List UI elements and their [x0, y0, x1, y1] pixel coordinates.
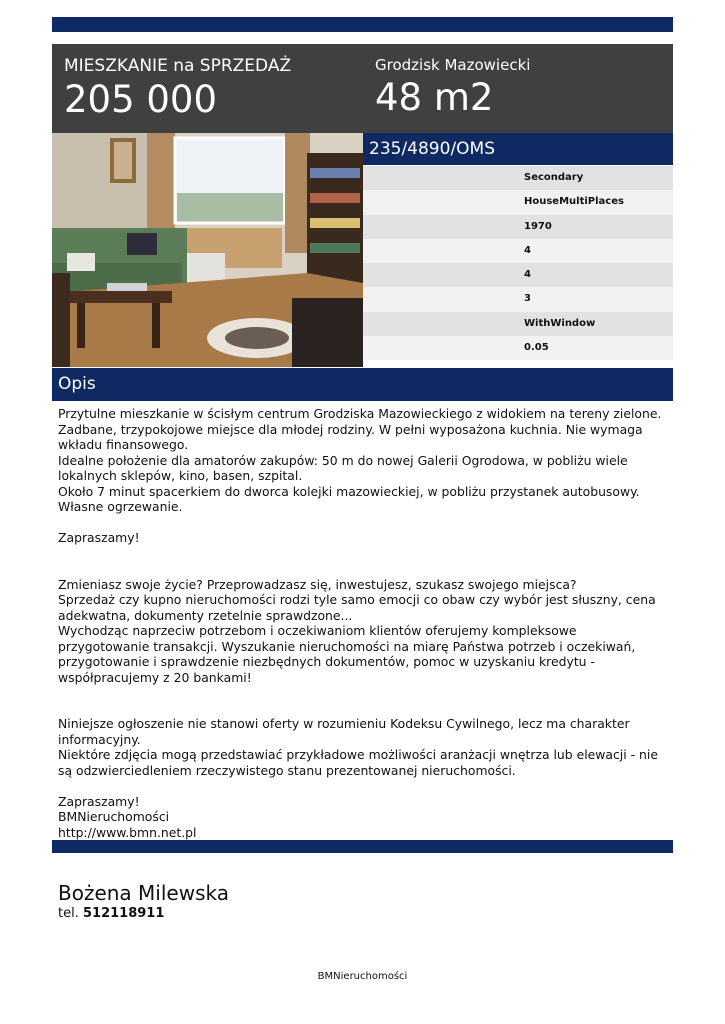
reference-number: 235/4890/OMS — [363, 133, 673, 165]
property-photo — [52, 133, 363, 367]
bottom-accent-bar — [52, 840, 673, 853]
price: 205 000 — [64, 78, 218, 121]
price-block — [64, 56, 291, 122]
agent-contact — [58, 881, 229, 921]
param-year-built: 1970 — [363, 215, 673, 239]
param-value-005: 0.05 — [363, 336, 673, 360]
description-heading: Opis — [52, 368, 673, 401]
param-kitchen: WithWindow — [363, 312, 673, 336]
area: 48 m2 — [375, 76, 494, 119]
listing-header — [52, 44, 673, 133]
param-value-3: 3 — [363, 287, 673, 311]
parameters-table — [363, 166, 673, 360]
agent-phone-line — [58, 906, 229, 921]
param-value-4b: 4 — [363, 263, 673, 287]
description-text: Przytulne mieszkanie w ścisłym centrum Grodziska Mazowieckiego z widokiem na tereny zielone. Zadbane, trzypokojowe miejsce dla młodej rodziny. W pełni wyposażona kuchnia. Nie wymaga wkładu finansowego. Idealne położenie dla amatorów zakupów: 50 m do nowej Galerii Ogrodowa, w pobliżu wiele lokalnych sklepów, kino, basen, szpital. Około 7 minut spacerkiem do dworca kolejki mazowieckiej, w pobliżu przystanek autobusowy. Własne ogrzewanie. Zapraszamy! Zmieniasz swoje życie? Przeprowadzasz się, inwestujesz, szukasz swojego miejsca? Sprzedaż czy kupno nieruchomości rodzi tyle samo emocji co obaw czy wybór jest słuszny, cena adekwatna, dokumenty rzetelnie sprawdzone... Wychodząc naprzeciw potrzebom i oczekiwaniom klientów oferujemy kompleksowe przygotowanie transakcji. Wyszukanie nieruchomości na miarę Państwa potrzeb i oczekiwań, przygotowanie i sprawdzenie niezbędnych dokumentów, pomoc w uzyskaniu kredytu - współpracujemy z 20 bankami! Niniejsze ogłoszenie nie stanowi oferty w rozumieniu Kodeksu Cywilnego, lecz ma charakter informacyjny. Niektóre zdjęcia mogą przedstawiać przykładowe możliwości aranżacji wnętrza lub elewacji - nie są odzwierciedleniem rzeczywistego stanu prezentowanej nieruchomości. Zapraszamy! BMNieruchomości http://www.bmn.net.pl — [58, 406, 662, 840]
location-block — [375, 56, 530, 120]
listing-type: MIESZKANIE na SPRZEDAŻ — [64, 56, 292, 76]
agent-phone[interactable]: 512118911 — [82, 906, 165, 921]
param-value-4a: 4 — [363, 239, 673, 263]
top-accent-bar — [52, 17, 673, 32]
tel-label: tel. — [58, 906, 79, 921]
city: Grodzisk Mazowiecki — [375, 56, 531, 74]
agent-name: Bożena Milewska — [58, 881, 229, 905]
param-market: Secondary — [363, 166, 673, 190]
footer-company: BMNieruchomości — [317, 971, 408, 982]
param-building-type: HouseMultiPlaces — [363, 190, 673, 214]
